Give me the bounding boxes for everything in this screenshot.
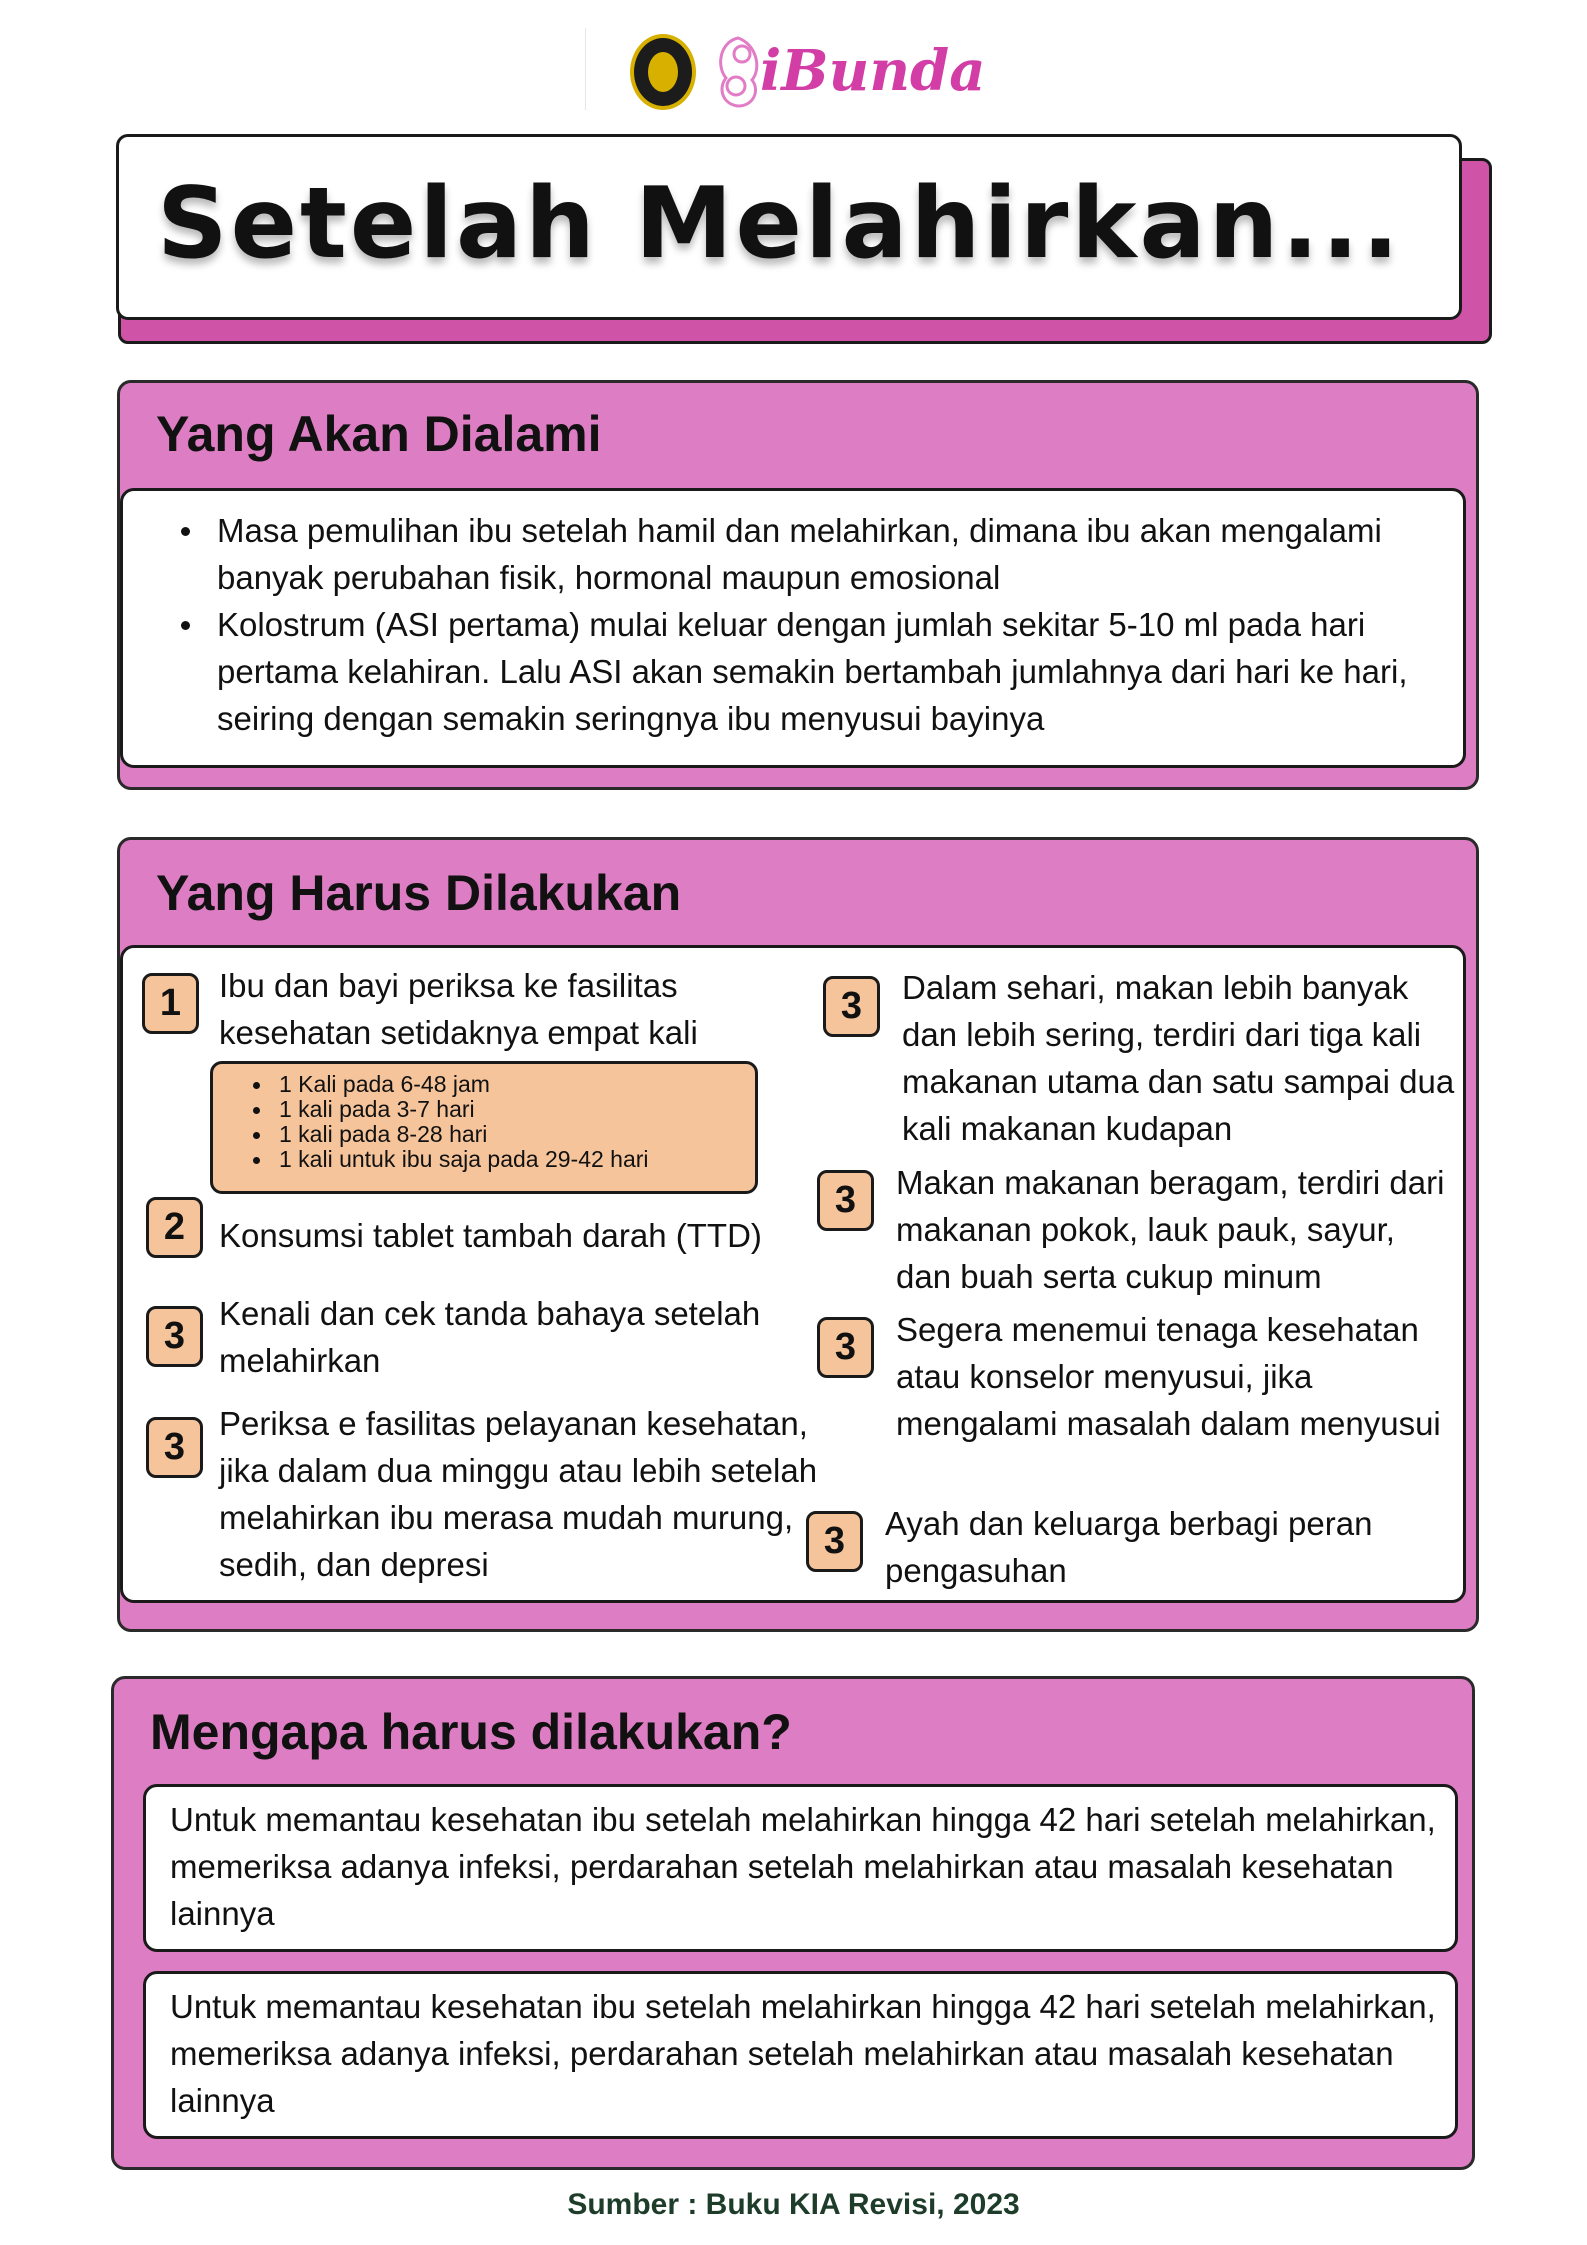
experience-list	[181, 507, 1431, 742]
step-number-badge: 2	[146, 1197, 203, 1258]
reason-card	[143, 1971, 1458, 2139]
reason-text: Untuk memantau kesehatan ibu setelah melahirkan hingga 42 hari setelah melahirkan, memeriksa adanya infeksi, perdarahan setelah melahirkan atau masalah kesehatan lainnya	[170, 1801, 1436, 1932]
step-number-badge: 1	[142, 973, 199, 1034]
step-number-badge: 3	[806, 1511, 863, 1572]
step-text: Ibu dan bayi periksa ke fasilitas kesehatan setidaknya empat kali	[219, 967, 698, 1051]
list-item: Kolostrum (ASI pertama) mulai keluar dengan jumlah sekitar 5-10 ml pada hari pertama kelahiran. Lalu ASI akan semakin bertambah jumlahnya dari hari ke hari, seiring dengan semakin seringnya ibu menyusui bayinya	[181, 601, 1431, 742]
list-item: 1 kali pada 3-7 hari	[253, 1097, 649, 1122]
section-why	[111, 1676, 1475, 2170]
logo-divider	[585, 28, 586, 110]
step-text: Makan makanan beragam, terdiri dari makanan pokok, lauk pauk, sayur, dan buah serta cukup minum	[896, 1164, 1445, 1295]
list-item: 1 kali pada 8-28 hari	[253, 1122, 649, 1147]
brand-name: iBunda	[760, 38, 986, 104]
step-text: Segera menemui tenaga kesehatan atau konselor menyusui, jika mengalami masalah dalam menyusui	[896, 1311, 1441, 1442]
experience-card	[120, 488, 1466, 768]
step-number-badge: 3	[146, 1306, 203, 1367]
university-seal-icon	[630, 34, 696, 110]
source-citation: Sumber : Buku KIA Revisi, 2023	[567, 2188, 1020, 2221]
list-item: 1 Kali pada 6-48 jam	[253, 1072, 649, 1097]
step-number-badge: 3	[823, 976, 880, 1037]
step-text: Dalam sehari, makan lebih banyak dan lebih sering, terdiri dari tiga kali makanan utama dan satu sampai dua kali makanan kudapan	[902, 969, 1455, 1147]
step-number-badge: 3	[817, 1317, 874, 1378]
section-heading: Mengapa harus dilakukan?	[150, 1704, 792, 1760]
list-item: Masa pemulihan ibu setelah hamil dan melahirkan, dimana ibu akan mengalami banyak perubahan fisik, hormonal maupun emosional	[181, 507, 1431, 601]
step-text: Konsumsi tablet tambah darah (TTD)	[219, 1217, 762, 1254]
reason-text: Untuk memantau kesehatan ibu setelah melahirkan hingga 42 hari setelah melahirkan, memeriksa adanya infeksi, perdarahan setelah melahirkan atau masalah kesehatan lainnya	[170, 1988, 1436, 2119]
section-heading: Yang Harus Dilakukan	[156, 865, 682, 921]
reason-card	[143, 1784, 1458, 1952]
logo-row	[0, 20, 1587, 120]
title-card	[116, 134, 1462, 320]
section-what-will-happen	[117, 380, 1479, 790]
step-text: Ayah dan keluarga berbagi peran pengasuhan	[885, 1505, 1373, 1589]
step-number-badge: 3	[146, 1417, 203, 1478]
step-text: Periksa e fasilitas pelayanan kesehatan, jika dalam dua minggu atau lebih setelah melahirkan ibu merasa mudah murung, sedih, dan depresi	[219, 1405, 818, 1583]
page-title: Setelah Melahirkan...	[157, 167, 1403, 281]
list-item: 1 kali untuk ibu saja pada 29-42 hari	[253, 1147, 649, 1172]
visit-schedule-box	[210, 1061, 758, 1194]
section-heading: Yang Akan Dialami	[156, 406, 602, 462]
step-number-badge: 3	[817, 1170, 874, 1231]
mother-baby-icon	[708, 32, 764, 112]
visit-schedule-list	[253, 1072, 649, 1172]
step-text: Kenali dan cek tanda bahaya setelah melahirkan	[219, 1295, 761, 1379]
